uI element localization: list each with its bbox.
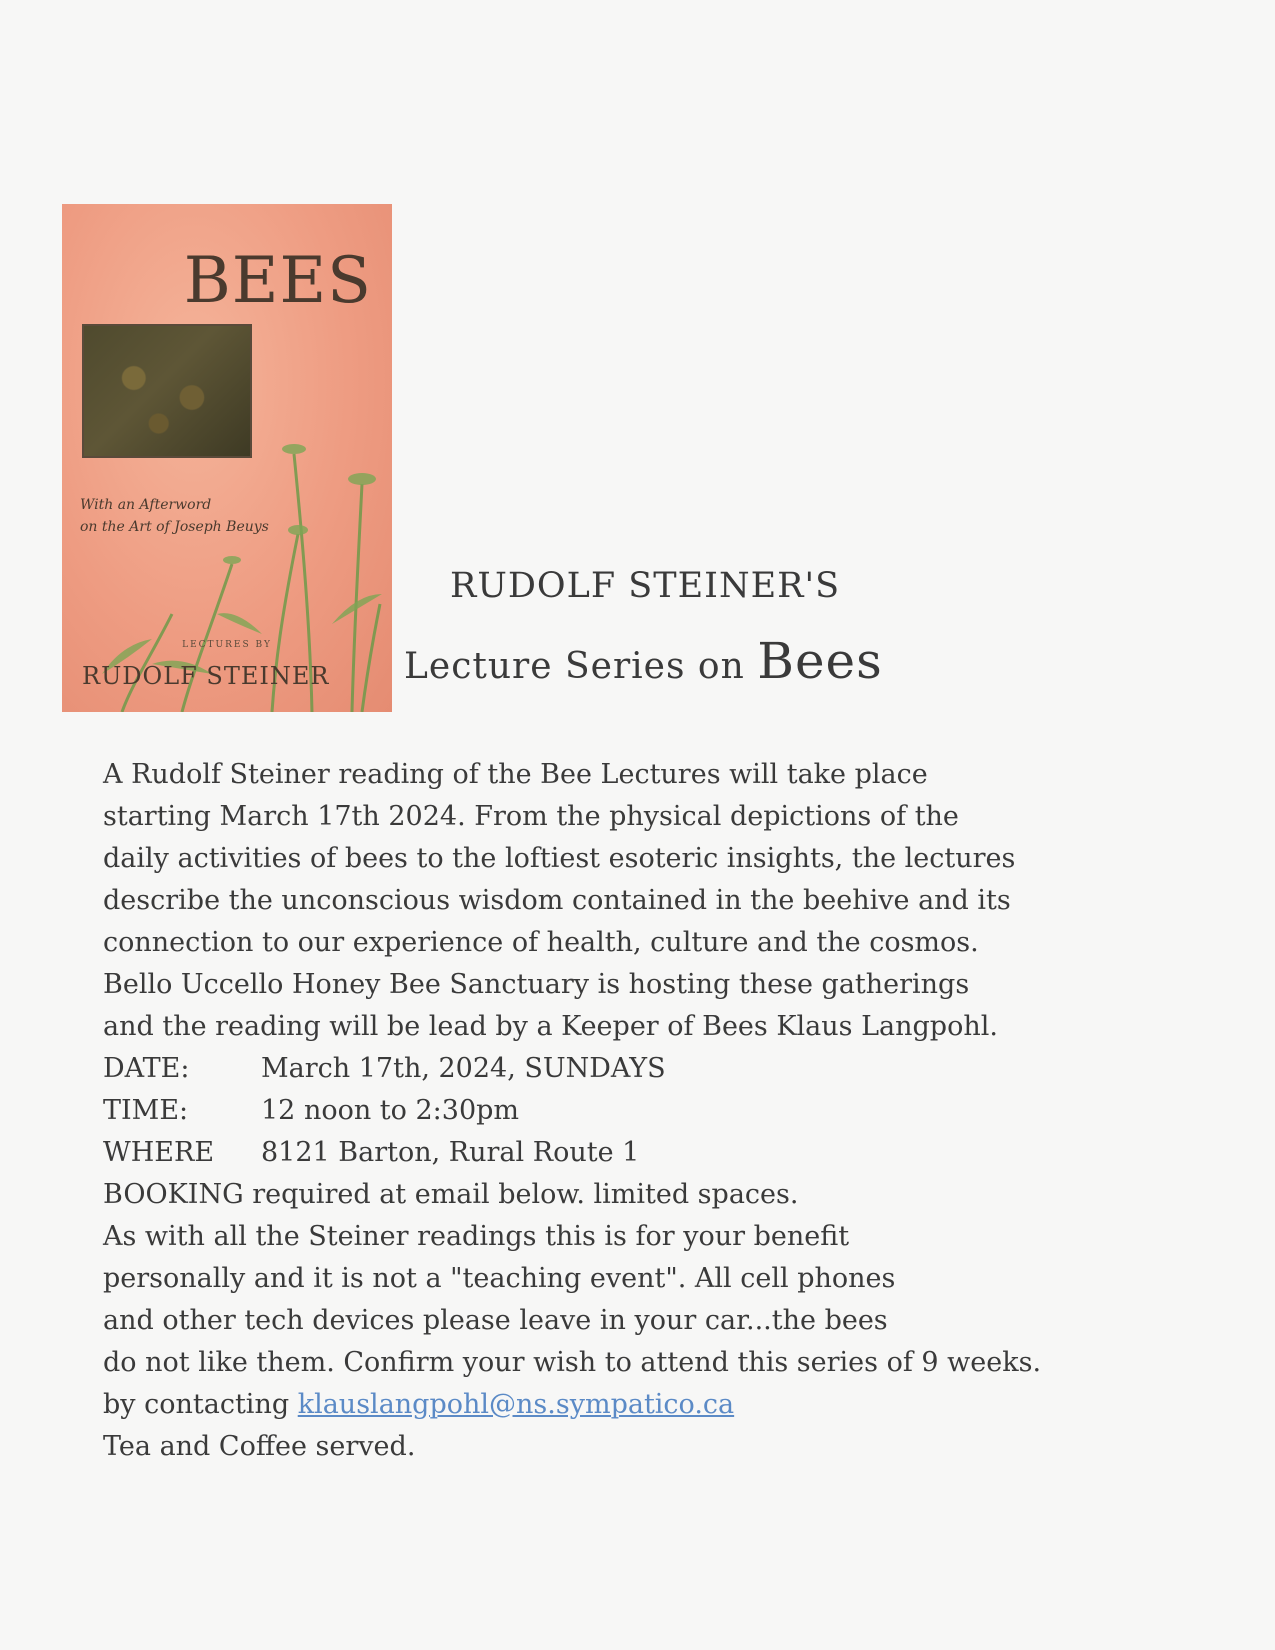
where-value: 8121 Barton, Rural Route 1 bbox=[261, 1137, 640, 1168]
time-value: 12 noon to 2:30pm bbox=[261, 1095, 520, 1126]
time-label: TIME: bbox=[103, 1095, 189, 1126]
body-line: starting March 17th 2024. From the physical depictions of the bbox=[103, 801, 959, 832]
closing-line: Tea and Coffee served. bbox=[103, 1431, 416, 1462]
date-value: March 17th, 2024, SUNDAYS bbox=[261, 1053, 666, 1084]
date-row bbox=[103, 1048, 1223, 1090]
bees-photo bbox=[82, 324, 252, 458]
body-line: personally and it is not a "teaching event". All cell phones bbox=[103, 1263, 896, 1294]
body-line: As with all the Steiner readings this is for your benefit bbox=[103, 1221, 850, 1252]
headline-emphasis: Bees bbox=[757, 632, 883, 690]
book-cover-image bbox=[62, 204, 392, 712]
body-line: daily activities of bees to the loftiest esoteric insights, the lectures bbox=[103, 843, 1016, 874]
body-line: Bello Uccello Honey Bee Sanctuary is hosting these gatherings bbox=[103, 969, 970, 1000]
cover-subtitle-line: With an Afterword bbox=[80, 497, 212, 513]
headline-subtitle-text: Lecture Series on bbox=[404, 646, 745, 687]
cover-subtitle-line: on the Art of Joseph Beuys bbox=[80, 519, 269, 535]
cover-lectures-by: LECTURES BY bbox=[182, 640, 272, 650]
body-line: and other tech devices please leave in your car...the bees bbox=[103, 1305, 888, 1336]
time-row bbox=[103, 1090, 1223, 1132]
date-label: DATE: bbox=[103, 1053, 190, 1084]
body-line: and the reading will be lead by a Keeper of Bees Klaus Langpohl. bbox=[103, 1011, 998, 1042]
where-row bbox=[103, 1132, 1223, 1174]
contact-prefix: by contacting bbox=[103, 1389, 290, 1420]
headline-title: RUDOLF STEINER'S bbox=[450, 566, 841, 606]
body-line: A Rudolf Steiner reading of the Bee Lectures will take place bbox=[103, 759, 928, 790]
where-label: WHERE bbox=[103, 1137, 215, 1168]
booking-row bbox=[103, 1174, 1223, 1216]
booking-text: required at email below. limited spaces. bbox=[252, 1179, 799, 1210]
cover-author: RUDOLF STEINER bbox=[82, 662, 330, 690]
contact-row bbox=[103, 1384, 1223, 1426]
email-link[interactable]: klauslangpohl@ns.sympatico.ca bbox=[297, 1389, 735, 1420]
event-description bbox=[103, 754, 1223, 1468]
body-line: connection to our experience of health, culture and the cosmos. bbox=[103, 927, 979, 958]
booking-label: BOOKING bbox=[103, 1179, 244, 1210]
cover-subtitle bbox=[80, 494, 340, 538]
body-line: do not like them. Confirm your wish to attend this series of 9 weeks. bbox=[103, 1347, 1042, 1378]
headline-subtitle bbox=[404, 632, 883, 690]
cover-title: BEES bbox=[183, 244, 372, 318]
body-line: describe the unconscious wisdom contained in the beehive and its bbox=[103, 885, 1011, 916]
